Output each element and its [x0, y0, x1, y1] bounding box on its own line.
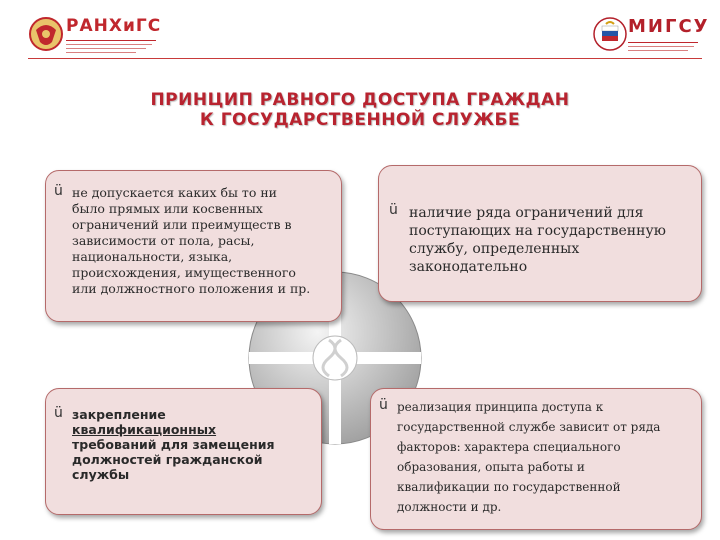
text-line: должности и др. — [397, 500, 502, 514]
checkmark-icon: ü — [389, 202, 398, 218]
migsu-logo-text: МИГСУ — [628, 16, 710, 37]
coat-of-arms-emblem-icon — [592, 14, 628, 54]
double-headed-eagle-emblem-icon — [28, 14, 64, 54]
logo-subtext-line — [628, 46, 694, 47]
principle-box-1 — [45, 170, 342, 322]
logo-subtext-line — [628, 50, 688, 51]
text-line: квалификационных — [72, 422, 217, 437]
checkmark-icon: ü — [54, 183, 63, 199]
text-line: службы — [72, 467, 130, 482]
principle-text-2 — [409, 204, 699, 276]
text-line: ограничений или преимуществ в — [72, 217, 292, 232]
text-line: требований для замещения — [72, 437, 275, 452]
checkmark-icon: ü — [54, 405, 63, 421]
principle-text-4 — [397, 397, 697, 517]
ranepa-logo-text: РАНХиГС — [66, 16, 162, 36]
ranepa-logo — [28, 14, 178, 58]
header — [0, 0, 720, 60]
text-line: наличие ряда ограничений для — [409, 205, 644, 221]
text-line: поступающих на государственную — [409, 223, 666, 239]
migsu-logo — [592, 14, 710, 58]
principle-box-4 — [370, 388, 702, 530]
text-line: службу, определенных — [409, 241, 580, 257]
text-line: было прямых или косвенных — [72, 201, 263, 216]
slide-title-line-2: К ГОСУДАРСТВЕННОЙ СЛУЖБЕ — [199, 110, 521, 130]
text-line: должностей гражданской — [72, 452, 263, 467]
principle-text-1 — [72, 185, 337, 297]
logo-subtext-line — [66, 48, 146, 49]
text-line: происхождения, имущественного — [72, 265, 296, 280]
text-line: факторов: характера специального — [397, 440, 621, 454]
logo-subtext-line — [66, 40, 156, 41]
text-line: не допускается каких бы то ни — [72, 185, 278, 200]
text-line: законодательно — [409, 259, 528, 275]
checkmark-icon: ü — [379, 397, 388, 413]
slide-title-line-1: ПРИНЦИП РАВНОГО ДОСТУПА ГРАЖДАН — [150, 90, 570, 110]
logo-subtext-line — [66, 52, 136, 53]
text-line: зависимости от пола, расы, — [72, 233, 255, 248]
principle-box-3 — [45, 388, 322, 515]
text-line: закрепление — [72, 407, 166, 422]
logo-subtext-line — [66, 44, 152, 45]
principle-text-3 — [72, 407, 317, 482]
slide-title — [60, 90, 660, 130]
text-line: национальности, языка, — [72, 249, 233, 264]
logo-subtext-line — [628, 42, 698, 43]
text-line: или должностного положения и пр. — [72, 281, 311, 296]
header-divider — [28, 58, 702, 59]
text-line: образования, опыта работы и — [397, 460, 585, 474]
text-line: государственной службе зависит от ряда — [397, 420, 661, 434]
text-line: реализация принципа доступа к — [397, 400, 604, 414]
principle-box-2 — [378, 165, 702, 302]
text-line: квалификации по государственной — [397, 480, 621, 494]
